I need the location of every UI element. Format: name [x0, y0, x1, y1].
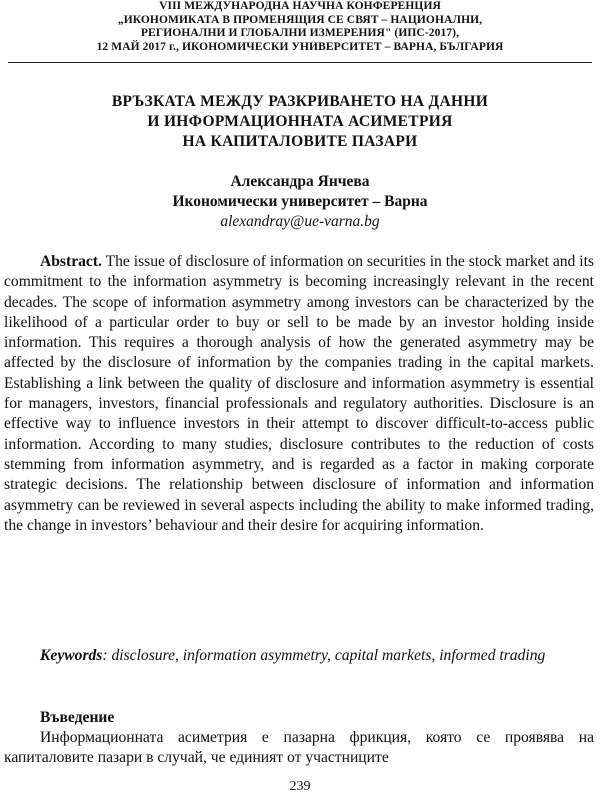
author-name: Александра Янчева — [230, 173, 370, 190]
abstract-text: The issue of disclosure of information on securities in the stock market and its commitment to the information asymmetry is becoming increasingly relevant in the recent decades. The scope of information asymmetry among investors can be characterized by the likelihood of a particular order to buy or sell to be made by an investor holding inside information. This requires a thorough analysis of how the generated asymmetry may be affected by the disclosure of information by the companies trading in the capital markets. Establishing a link between the quality of disclosure and information asymmetry is essential for managers, investors, financial professionals and regulatory authorities. Disclosure is an effective way to influence investors in their attempt to discover difficult-to-access public information. According to many studies, disclosure contributes to the reduction of costs stemming from information asymmetry, and is regarded as a factor in making corporate strategic decisions. The relationship between disclosure of information and information asymmetry can be reviewed in several aspects including the ability to make informed trading, the change in investors’ behaviour and their desire for acquiring information. — [4, 253, 594, 534]
keywords-paragraph — [4, 646, 594, 666]
paper-title-line: И ИНФОРМАЦИОННАТА АСИМЕТРИЯ — [147, 113, 453, 130]
conference-header-line: РЕГИОНАЛНИ И ГЛОБАЛНИ ИЗМЕРЕНИЯ" (ИПС-2017), — [140, 27, 460, 39]
paper-title-line: НА КАПИТАЛОВИТЕ ПАЗАРИ — [182, 133, 418, 150]
abstract-label: Abstract. — [40, 253, 102, 270]
author-email: alexandray@ue-varna.bg — [220, 213, 380, 230]
author-affiliation: Икономически университет – Варна — [172, 193, 428, 210]
keywords-text: : disclosure, information asymmetry, capital markets, informed trading — [102, 647, 546, 664]
paper-title — [20, 92, 580, 152]
introduction-paragraph: Информационната асиметрия е пазарна фрикция, която се проявява на капиталовите пазари в случай, че единият от участниците — [4, 729, 594, 767]
abstract-paragraph — [4, 252, 594, 536]
keywords-label: Keywords — [40, 647, 103, 664]
conference-header-line: „ИКОНОМИКАТА В ПРОМЕНЯЩИЯ СЕ СВЯТ – НАЦИОНАЛНИ, — [117, 13, 483, 26]
header-divider — [8, 62, 592, 63]
section-heading-introduction: Въведение — [40, 709, 115, 726]
page-number: 239 — [289, 779, 311, 794]
conference-header — [20, 0, 580, 54]
conference-header-line: 12 МАЙ 2017 г., ИКОНОМИЧЕСКИ УНИВЕРСИТЕТ – ВАРНА, БЪЛГАРИЯ — [96, 40, 504, 53]
paper-title-line: ВРЪЗКАТА МЕЖДУ РАЗКРИВАНЕТО НА ДАННИ — [111, 93, 489, 110]
author-block — [20, 172, 580, 232]
conference-header-line: VIII МЕЖДУНАРОДНА НАУЧНА КОНФЕРЕНЦИЯ — [159, 0, 441, 12]
